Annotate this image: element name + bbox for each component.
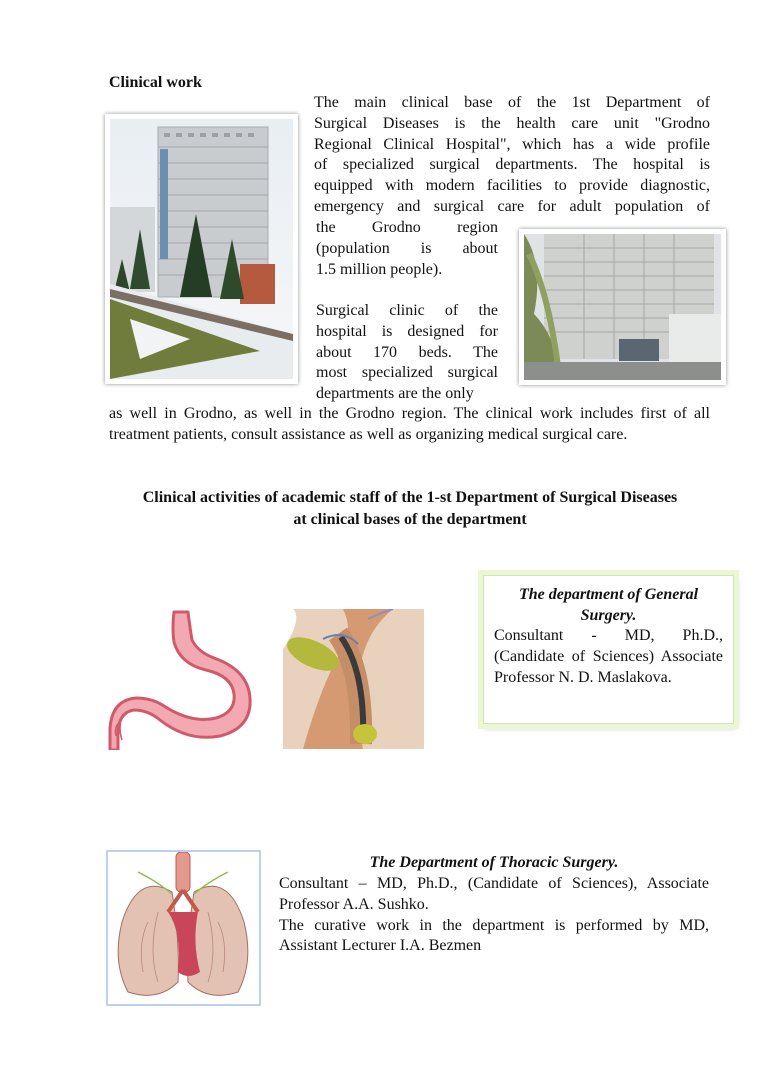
- text-line: the Grodno region: [316, 219, 498, 236]
- general-surgery-box: [483, 575, 734, 724]
- paragraph-2-short: [316, 301, 498, 405]
- text-line: Regional Clinical Hospital", which has a wide profile: [314, 135, 710, 153]
- hospital-front-photo: [519, 229, 726, 385]
- text-line: (population is about: [316, 239, 498, 257]
- paragraph-1-short: [316, 218, 498, 280]
- thoracic-surgery-title: The Department of Thoracic Surgery.: [369, 854, 619, 871]
- hospital-tower-photo: [105, 114, 298, 384]
- text-line: The main clinical base of the 1st Department of: [314, 94, 710, 111]
- text-line: about 170 beds. The: [316, 343, 498, 361]
- lungs-illustration: [106, 850, 261, 1006]
- text-line: of specialized surgical departments. The hospital is: [314, 156, 710, 174]
- general-surgery-title: The department of General Surgery.: [518, 586, 699, 624]
- section-heading-clinical-work: Clinical work: [109, 74, 202, 91]
- paragraph-1-full: [314, 93, 710, 218]
- text-line: most specialized surgical: [316, 364, 498, 382]
- text-line: equipped with modern facilities to provide diagnostic,: [314, 177, 710, 195]
- activities-heading: [100, 487, 720, 531]
- text-line: departments are the only: [316, 385, 474, 403]
- activities-heading-line2: at clinical bases of the department: [293, 511, 527, 528]
- stomach-illustration: [108, 606, 258, 750]
- thoracic-surgery-section: [279, 852, 709, 957]
- text-line: Surgical clinic of the: [316, 302, 498, 319]
- thoracic-surgery-text-1: Consultant – MD, Ph.D., (Candidate of Sciences), Associate Professor A.A. Sushko.: [279, 875, 709, 913]
- paragraph-2-tail: as well in Grodno, as well in the Grodno region. The clinical work includes first of all treatment patients, consult assistance as well as organizing medical surgical care.: [109, 405, 710, 443]
- thoracic-surgery-text-2: The curative work in the department is performed by MD, Assistant Lecturer I.A. Bezmen: [279, 916, 709, 955]
- text-line: 1.5 million people).: [316, 260, 443, 278]
- text-line: hospital is designed for: [316, 322, 498, 340]
- general-surgery-text: Consultant - MD, Ph.D., (Candidate of Sciences) Associate Professor N. D. Maslakova.: [494, 627, 723, 686]
- activities-heading-line1: Clinical activities of academic staff of the 1-st Department of Surgical Diseases: [142, 489, 678, 506]
- endoscopy-illustration: [283, 609, 424, 749]
- text-line: Surgical Diseases is the health care unit "Grodno: [314, 114, 710, 132]
- text-line: emergency and surgical care for adult population of: [314, 197, 710, 215]
